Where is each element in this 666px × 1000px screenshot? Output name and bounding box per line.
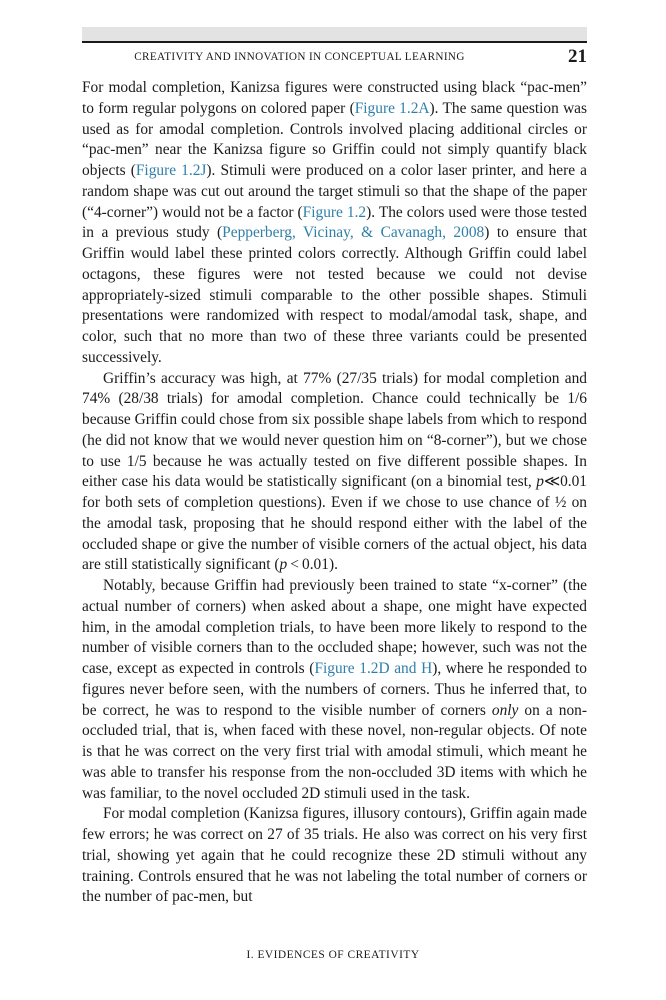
text-run: on a non-occluded trial, that is, when faced with these novel, non-regular objects. Of note is that he was correct on the very first trial with amodal stimuli, which meant he was able to transfer his response from the non-occluded 3D items with which he was familiar, to the novel occluded 2D stimuli used in the task. — [82, 701, 587, 802]
text-run: ), where he responded to figures never before seen, with the numbers of corners. Thus he inferred that, to be correct, he was to respond to the visible number of corners — [82, 660, 588, 719]
italic-text: only — [491, 701, 519, 719]
page-number: 21 — [568, 46, 587, 67]
text-run: Griffin’s accuracy was high, at 77% (27/35 trials) for modal completion and 74% (28/38 trials) for amodal completion. Chance could technically be 1/6 because Griffin could chose from six possible shape labels from which to respond (he did not know that we would never question him on “8-corner”), but we chose to use 1/5 because he was actually tested on five different possible shapes. In either case his data would be statistically significant (on a binomial test, — [82, 369, 587, 491]
running-title: CREATIVITY AND INNOVATION IN CONCEPTUAL LEARNING — [134, 51, 465, 63]
header-shade-bar — [82, 27, 587, 41]
reference-link[interactable]: Figure 1.2J — [135, 162, 207, 179]
reference-link[interactable]: Figure 1.2D and H — [314, 660, 433, 677]
italic-text: p — [536, 473, 544, 491]
italic-text: p — [279, 556, 288, 574]
text-run: For modal completion (Kanizsa figures, illusory contours), Griffin again made few errors; he was correct on 27 of 35 trials. He also was correct on his very first trial, showing yet again that he could recognize these 2D stimuli without any training. Controls ensured that he was not labeling the total number of corners or the number of pac-men, but — [82, 805, 587, 906]
paragraph — [82, 804, 587, 908]
text-run: ) to ensure that Griffin would label these printed colors correctly. Although Griffin could label octagons, these figures were not tested because we could not devise appropriately-sized stimuli comparable to the other possible shapes. Stimuli presentations were randomized with respect to modal/amodal task, shape, and color, such that no more than two of these three variants could be presented successively. — [82, 224, 587, 366]
text-run: ). Stimuli were produced on a color laser printer, and here a random shape was cut out around the target stimuli so that the shape of the paper (“4-corner”) would not be a factor ( — [82, 162, 587, 221]
text-run: ). The colors used were those tested in a previous study ( — [82, 203, 587, 242]
header-rule — [82, 41, 587, 43]
paragraph — [82, 78, 587, 369]
footer-section-label: I. EVIDENCES OF CREATIVITY — [246, 949, 420, 961]
reference-link[interactable]: Figure 1.2A — [354, 99, 430, 117]
text-run: ≪0.01 for both sets of completion questions). Even if we chose to use chance of ½ on the amodal task, proposing that he should respond either with the label of the occluded shape or give the number of visible corners of the actual object, his data are still statistically significant ( — [82, 473, 587, 574]
paragraph — [82, 369, 587, 577]
reference-link[interactable]: Pepperberg, Vicinay, & Cavanagh, 2008 — [222, 224, 485, 242]
text-run: < 0.01). — [287, 556, 338, 574]
reference-link[interactable]: Figure 1.2 — [302, 203, 367, 221]
text-run: Notably, because Griffin had previously been trained to state “x-corner” (the actual number of corners) when asked about a shape, one might have expected him, in the amodal completion trials, to have been more likely to respond to the number of visible corners than to the occluded shape; however, such was not the case, except as expected in controls ( — [82, 577, 587, 677]
body-text — [82, 78, 587, 908]
text-run: For modal completion, Kanizsa figures were constructed using black “pac-men” to form regular polygons on colored paper ( — [82, 79, 587, 117]
text-run: ). The same question was used as for amodal completion. Controls involved placing additional circles or “pac-men” near the Kanizsa figure so Griffin could not simply quantify black objects ( — [82, 99, 588, 179]
paragraph — [82, 576, 587, 804]
running-header — [82, 47, 587, 69]
